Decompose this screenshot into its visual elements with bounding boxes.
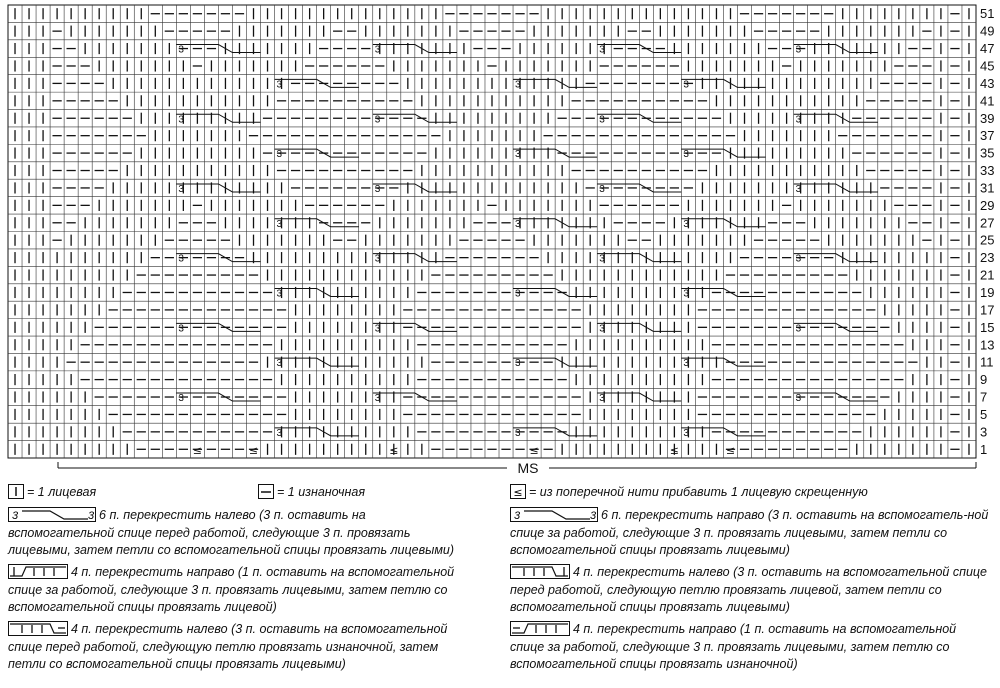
row-number: 21 bbox=[980, 267, 995, 283]
svg-text:3: 3 bbox=[590, 510, 597, 522]
row-number: 23 bbox=[980, 250, 995, 266]
increase-stitch: ≤ bbox=[192, 444, 203, 457]
row-number: 19 bbox=[980, 284, 995, 300]
row-number: 41 bbox=[980, 93, 995, 109]
cable-6-left-symbol-icon bbox=[8, 507, 96, 522]
legend-cable4-right-purl bbox=[510, 621, 992, 674]
knit-symbol-icon bbox=[8, 484, 24, 499]
ms-bracket bbox=[58, 460, 976, 476]
row-number: 5 bbox=[980, 406, 988, 422]
legend-increase bbox=[510, 484, 990, 502]
cable-label: 3 bbox=[178, 323, 184, 335]
purl-symbol-icon bbox=[258, 484, 274, 499]
cable-label: 3 bbox=[683, 79, 689, 91]
cable-6-right-symbol-icon bbox=[510, 507, 598, 522]
legend-cable4-right-purl-text: 4 п. перекрестить направо (1 п. оставить на вспомогательной спице за работой, следующие 3 п. провязать лицевыми, затем петлю со вспомогательной спицы провязать изнаночной) bbox=[510, 622, 957, 671]
cable-label: 3 bbox=[515, 427, 521, 439]
legend-cable4-right-knit-text: 4 п. перекрестить направо (1 п. оставить на вспомогательной спице за работой, следующие 3 п. провязать лицевыми, затем петлю со вспомогательной спицы провязать лицевой) bbox=[8, 565, 455, 614]
legend-cable6-left-text: п. перекрестить налево (3 п. оставить на вспомогательной спице перед работой, следующие 3 п. провязать лицевыми, затем петли со вспомогательной спицы провязать лицевыми) bbox=[8, 508, 455, 557]
increase-stitch: ≤ bbox=[389, 444, 399, 457]
cable-label: 3 bbox=[178, 253, 184, 265]
legend-cable6-left bbox=[8, 507, 473, 560]
cable-label: 3 bbox=[515, 218, 521, 230]
increase-stitch: ≤ bbox=[669, 444, 679, 457]
cable-label: 3 bbox=[374, 253, 381, 265]
cable-label: 3 bbox=[795, 393, 802, 405]
row-number: 49 bbox=[980, 23, 995, 39]
cable-label: 3 bbox=[178, 114, 184, 126]
cable-label: 3 bbox=[795, 183, 802, 195]
cable-label: 3 bbox=[374, 183, 381, 195]
row-number: 7 bbox=[980, 389, 988, 405]
cable-label: 3 bbox=[276, 358, 283, 370]
cable-label: 3 bbox=[515, 149, 521, 161]
cable-label: 3 bbox=[276, 288, 283, 300]
cable-label: 3 bbox=[795, 114, 802, 126]
row-number: 31 bbox=[980, 180, 995, 196]
legend-cable4-left-knit-text: 4 п. перекрестить налево (3 п. оставить на вспомогательной спице перед работой, следующую петлю провязать лицевой, затем петли со вспомогательной спицы провязать лицевыми) bbox=[510, 565, 988, 614]
cable-6-right-num: 6 bbox=[601, 508, 608, 522]
legend-knit-text: = 1 лицевая bbox=[27, 485, 97, 499]
cable-label: 3 bbox=[599, 114, 605, 126]
cable-label: 3 bbox=[683, 218, 689, 230]
row-number: 37 bbox=[980, 128, 995, 144]
increase-stitch: ≤ bbox=[248, 444, 259, 457]
row-number: 43 bbox=[980, 75, 995, 91]
cable-4-left-knit-symbol-icon bbox=[510, 564, 570, 579]
increase-symbol-icon bbox=[510, 484, 526, 499]
row-number: 29 bbox=[980, 197, 995, 213]
cable-label: 3 bbox=[795, 44, 802, 56]
cable-label: 3 bbox=[178, 44, 184, 56]
svg-text:≤: ≤ bbox=[513, 486, 523, 499]
cable-label: 3 bbox=[178, 183, 184, 195]
cable-label: 3 bbox=[683, 358, 689, 370]
row-number: 47 bbox=[980, 41, 995, 57]
cable-label: 3 bbox=[683, 427, 689, 439]
cable-label: 3 bbox=[515, 288, 521, 300]
legend-cable4-left-purl bbox=[8, 621, 473, 674]
legend-cable6-right-text: п. перекрестить направо (3 п. оставить на вспомогатель-ной спице за работой, следующие 3 п. провязать лицевыми, затем петли со вспомогательной спицы провязать лицевыми) bbox=[510, 508, 989, 557]
row-number: 1 bbox=[980, 441, 988, 457]
row-number: 27 bbox=[980, 215, 995, 231]
row-number: 9 bbox=[980, 372, 988, 388]
cable-label: 3 bbox=[374, 44, 381, 56]
cable-label: 3 bbox=[599, 44, 605, 56]
cable-label: 3 bbox=[276, 427, 283, 439]
cable-4-right-purl-symbol-icon bbox=[510, 621, 570, 636]
legend-increase-text: = из поперечной нити прибавить 1 лицевую скрещенную bbox=[529, 485, 868, 499]
cable-label: 3 bbox=[599, 183, 605, 195]
svg-text:3: 3 bbox=[12, 510, 19, 522]
row-number: 13 bbox=[980, 337, 995, 353]
legend-cable6-right bbox=[510, 507, 992, 560]
cable-6-left-num: 6 bbox=[99, 508, 106, 522]
cable-label: 3 bbox=[374, 323, 381, 335]
cable-label: 3 bbox=[795, 253, 802, 265]
legend bbox=[0, 478, 1000, 688]
row-number: 17 bbox=[980, 302, 995, 318]
cable-label: 3 bbox=[276, 149, 283, 161]
cable-label: 3 bbox=[374, 114, 381, 126]
legend-knit bbox=[8, 484, 248, 502]
cable-label: 3 bbox=[276, 79, 283, 91]
cable-label: 3 bbox=[599, 393, 605, 405]
ms-label: MS bbox=[517, 460, 539, 476]
row-number: 15 bbox=[980, 319, 995, 335]
legend-cable4-right-knit bbox=[8, 564, 473, 617]
row-number: 3 bbox=[980, 424, 988, 440]
cable-label: 3 bbox=[374, 393, 381, 405]
row-number: 39 bbox=[980, 110, 995, 126]
cable-label: 3 bbox=[276, 218, 283, 230]
cable-label: 3 bbox=[515, 79, 521, 91]
increase-stitch: ≤ bbox=[529, 444, 539, 457]
legend-cable4-left-knit bbox=[510, 564, 992, 617]
cable-label: 3 bbox=[795, 323, 802, 335]
row-numbers bbox=[980, 6, 994, 457]
legend-cable4-left-purl-text: 4 п. перекрестить налево (3 п. оставить на вспомогательной спице перед работой, следующую петлю провязать изнаночной, затем петли со вспомогательной спицы провязать лицевыми) bbox=[8, 622, 448, 671]
cable-label: 3 bbox=[683, 149, 689, 161]
cable-4-right-knit-symbol-icon bbox=[8, 564, 68, 579]
svg-text:3: 3 bbox=[88, 510, 95, 522]
cable-label: 3 bbox=[515, 358, 521, 370]
row-number: 11 bbox=[980, 354, 994, 370]
increase-stitch: ≤ bbox=[725, 444, 736, 457]
chart-grid bbox=[8, 5, 976, 458]
row-number: 51 bbox=[980, 6, 995, 22]
legend-purl-text: = 1 изнаночная bbox=[277, 485, 366, 499]
row-number: 45 bbox=[980, 58, 995, 74]
cable-label: 3 bbox=[599, 253, 605, 265]
row-number: 33 bbox=[980, 163, 995, 179]
svg-text:3: 3 bbox=[514, 510, 521, 522]
row-number: 25 bbox=[980, 232, 995, 248]
cable-label: 3 bbox=[599, 323, 605, 335]
cable-4-left-purl-symbol-icon bbox=[8, 621, 68, 636]
cable-label: 3 bbox=[178, 393, 184, 405]
cable-label: 3 bbox=[683, 288, 689, 300]
row-number: 35 bbox=[980, 145, 995, 161]
legend-purl bbox=[258, 484, 498, 502]
